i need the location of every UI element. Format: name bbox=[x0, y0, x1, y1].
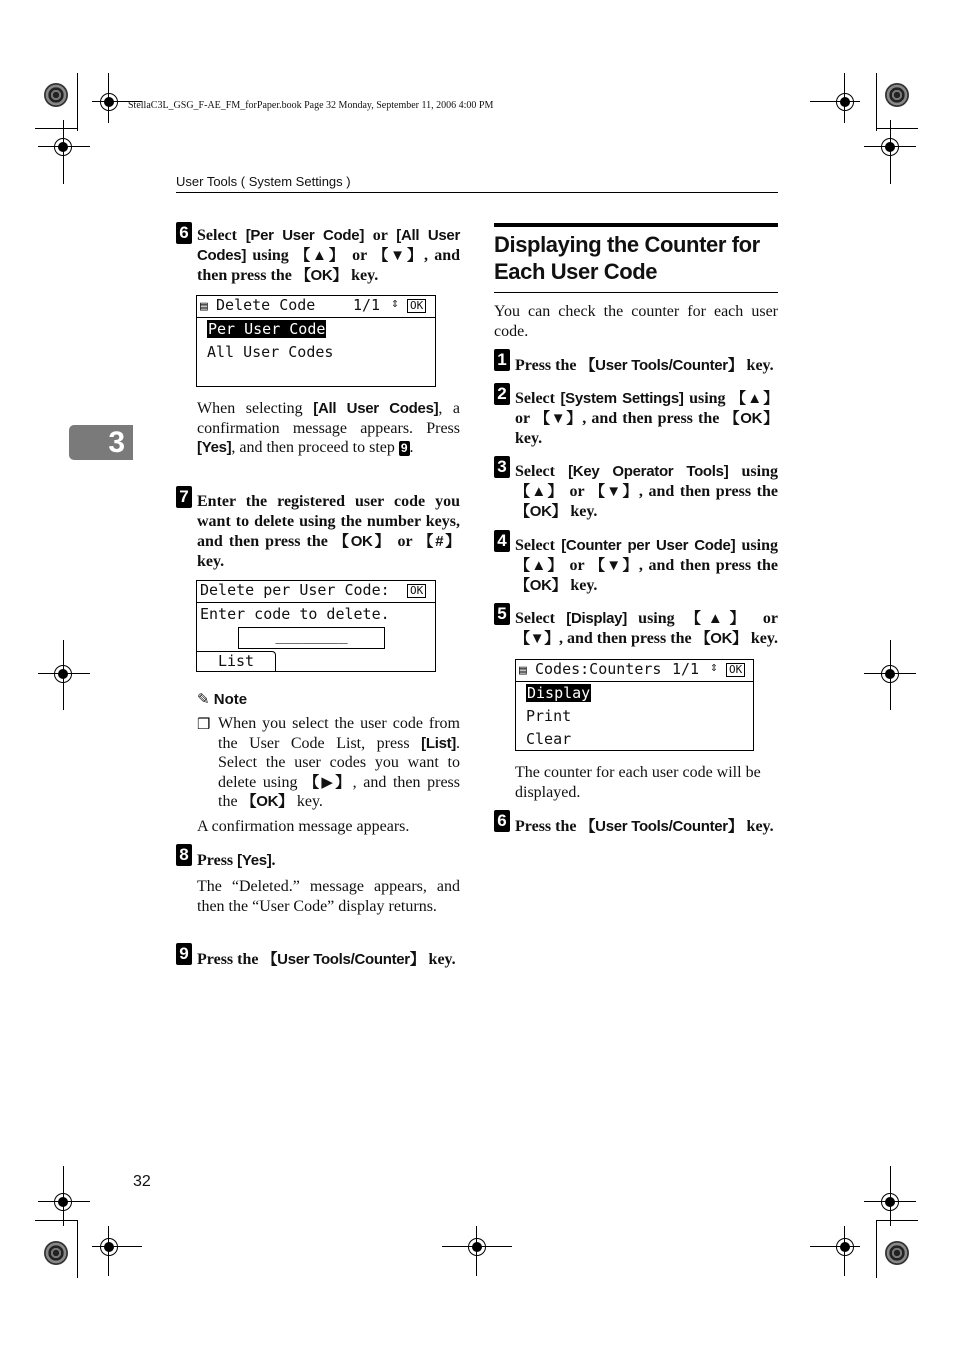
confirmation-text: A confirmation message appears. bbox=[197, 818, 410, 835]
lcd-title: Delete Code bbox=[216, 296, 316, 314]
menu-list-icon: ▤ bbox=[200, 299, 208, 314]
step-reference-badge: 9 bbox=[400, 441, 408, 455]
section-intro: You can check the counter for each user code. bbox=[494, 303, 778, 340]
menu-list-icon: ▤ bbox=[519, 663, 527, 678]
lcd-title-bar bbox=[197, 581, 435, 603]
lcd-title-bar bbox=[516, 660, 753, 682]
header-rule bbox=[176, 192, 778, 193]
step-number: 6 bbox=[176, 222, 192, 244]
lcd-title-bar bbox=[197, 296, 435, 318]
ok-indicator: OK bbox=[407, 299, 426, 313]
file-header: StellaC3L_GSG_F-AE_FM_forPaper.book Page 32 Monday, September 11, 2006 4:00 PM bbox=[128, 100, 494, 111]
chapter-tab: 3 bbox=[69, 425, 133, 460]
key-per-user-code: [Per User Code] bbox=[245, 227, 365, 244]
section-rule bbox=[494, 292, 778, 293]
lcd-option-selected: Per User Code bbox=[208, 320, 326, 338]
running-head: User Tools ( System Settings ) bbox=[176, 174, 351, 189]
key-down-arrow: 【▼】 bbox=[373, 247, 424, 264]
lcd-page-indicator: 1/1 bbox=[672, 660, 700, 678]
crosshair-target-icon bbox=[836, 93, 854, 111]
ok-indicator: OK bbox=[726, 663, 745, 677]
step-number: 7 bbox=[176, 486, 192, 508]
step-8-explanation: The “Deleted.” message appears, and then the “User Code” display returns. bbox=[197, 878, 460, 915]
registration-disc-icon bbox=[885, 83, 909, 107]
section-top-bar bbox=[494, 223, 778, 227]
registration-disc-icon bbox=[885, 1241, 909, 1265]
crosshair-target-icon bbox=[468, 1238, 486, 1256]
step-5-explanation: The counter for each user code will be displayed. bbox=[515, 764, 761, 801]
lcd-delete-per-user-code bbox=[196, 580, 436, 672]
registration-disc-icon bbox=[44, 83, 68, 107]
step-number: 2 bbox=[494, 383, 510, 405]
step-text: Press [Yes]. bbox=[197, 852, 276, 869]
up-down-arrow-icon: ⇕ bbox=[391, 296, 399, 311]
step-6-explanation: When selecting [All User Codes], a confirmation message appears. Press [Yes], and then proceed to step 9 . bbox=[197, 400, 460, 456]
step-text: Enter the registered user code you want to delete using the number keys, and then press the 【OK】 or 【#】 key. bbox=[197, 493, 461, 570]
lcd-delete-code bbox=[196, 295, 436, 387]
lcd-prompt: Enter code to delete. bbox=[200, 605, 390, 623]
note-heading: ✎ Note bbox=[197, 691, 248, 708]
page-number: 32 bbox=[133, 1173, 151, 1190]
step-number: 3 bbox=[494, 456, 510, 478]
pencil-note-icon: ✎ bbox=[197, 691, 210, 708]
crosshair-target-icon bbox=[100, 1238, 118, 1256]
step-number: 6 bbox=[494, 810, 510, 832]
registration-disc-icon bbox=[44, 1241, 68, 1265]
section-title: Displaying the Counter for Each User Code bbox=[494, 232, 760, 284]
lcd-codes-counters bbox=[515, 659, 754, 751]
step-number: 9 bbox=[176, 943, 192, 965]
step-text: Press the 【User Tools/Counter】 key. bbox=[197, 951, 456, 968]
step-number: 8 bbox=[176, 844, 192, 866]
lcd-option-selected: Display bbox=[527, 684, 591, 702]
note-bullet-icon: ❒ bbox=[197, 717, 211, 733]
step-text: Select [Key Operator Tools] using 【▲】 or 【▼】, and then press the 【OK】 key. bbox=[515, 463, 779, 520]
key-all-user-codes: [All User Codes] bbox=[197, 227, 460, 264]
lcd-title: Codes:Counters bbox=[535, 660, 662, 678]
lcd-option: All User Codes bbox=[207, 343, 334, 361]
up-down-arrow-icon: ⇕ bbox=[710, 660, 718, 675]
step-number: 1 bbox=[494, 349, 510, 371]
step-text: Select [Display] using 【▲】 or 【▼】, and then press the 【OK】 key. bbox=[515, 610, 779, 647]
step-text: Press the 【User Tools/Counter】 key. bbox=[515, 818, 774, 835]
lcd-option: Clear bbox=[526, 730, 572, 748]
key-up-arrow: 【▲】 bbox=[295, 247, 346, 264]
crosshair-target-icon bbox=[100, 93, 118, 111]
step-text: Select [System Settings] using 【▲】 or 【▼】, and then press the 【OK】 key. bbox=[515, 390, 779, 447]
code-entry-field: ________ bbox=[238, 627, 385, 649]
step-number: 5 bbox=[494, 603, 510, 625]
step-number: 4 bbox=[494, 530, 510, 552]
list-soft-key: List bbox=[197, 651, 276, 671]
lcd-page-indicator: 1/1 bbox=[353, 296, 381, 314]
step-text: Select [Per User Code] or [All User Codes] using 【▲】 or 【▼】, and then press the 【OK】 key. bbox=[197, 227, 461, 284]
ok-indicator: OK bbox=[407, 584, 426, 598]
lcd-option: Print bbox=[526, 707, 572, 725]
lcd-title: Delete per User Code: bbox=[200, 581, 390, 599]
step-text: Select [Counter per User Code] using 【▲】 or 【▼】, and then press the 【OK】 key. bbox=[515, 537, 779, 594]
crosshair-target-icon bbox=[836, 1238, 854, 1256]
step-text: Press the 【User Tools/Counter】 key. bbox=[515, 357, 774, 374]
key-ok: 【OK】 bbox=[295, 267, 348, 284]
note-text: When you select the user code from the User Code List, press [List]. Select the user codes you want to delete using 【▶】, and then press the 【OK】 key. bbox=[218, 715, 460, 810]
